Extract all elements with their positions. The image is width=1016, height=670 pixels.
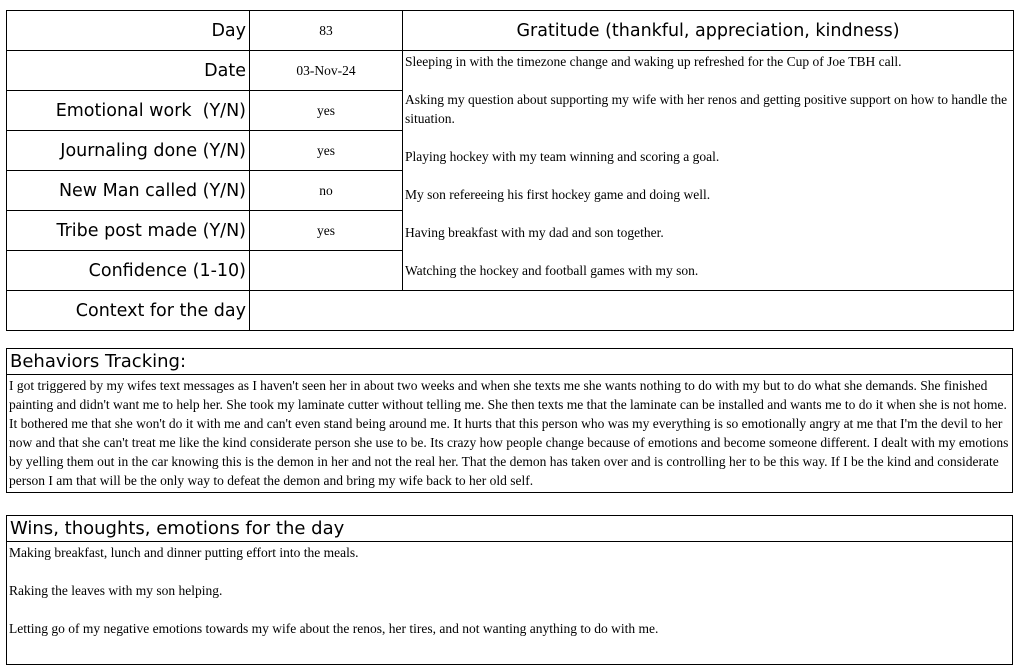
emotional-work-label: Emotional work (Y/N) [7, 91, 250, 131]
wins-item: Raking the leaves with my son helping. [9, 583, 223, 598]
wins-section [6, 515, 1013, 665]
gratitude-heading: Gratitude (thankful, appreciation, kindness) [403, 11, 1014, 51]
confidence-label: Confidence (1-10) [7, 251, 250, 291]
journaling-value[interactable]: yes [250, 131, 403, 171]
daily-tracker-table [6, 10, 1014, 331]
gratitude-list[interactable] [403, 51, 1014, 291]
emotional-work-value[interactable]: yes [250, 91, 403, 131]
day-label: Day [7, 11, 250, 51]
confidence-value[interactable] [250, 251, 403, 291]
day-value[interactable]: 83 [250, 11, 403, 51]
behaviors-text[interactable]: I got triggered by my wifes text messages as I haven't seen her in about two weeks and when she texts me she wants nothing to do with my but to do what she demands. She finished painting and didn't want me to help her. She took my laminate cutter without telling me. She then texts me that the laminate can be installed and wants me to do it when she is not home. It bothered me that she won't do it with me and can't even stand being around me. It hurts that this person who was my everything is so emotionally angry at me that I'm the devil to her now and that she can't treat me like the kind considerate person she use to be. Its crazy how people change because of emotions and become someone different. I dealt with my emotions by yelling them out in the car knowing this is the demon in her and not the real her. That the demon has taken over and is controlling her to be this way. If I be the kind and considerate person I am that will be the only way to defeat the demon and bring my wife back to her old self. [9, 378, 1009, 488]
gratitude-item: My son refereeing his first hockey game and doing well. [405, 187, 711, 202]
new-man-called-label: New Man called (Y/N) [7, 171, 250, 211]
new-man-called-value[interactable]: no [250, 171, 403, 211]
context-label: Context for the day [7, 291, 250, 331]
wins-heading: Wins, thoughts, emotions for the day [7, 516, 1012, 542]
gratitude-item: Sleeping in with the timezone change and waking up refreshed for the Cup of Joe TBH call. [405, 54, 902, 69]
date-label: Date [7, 51, 250, 91]
wins-list[interactable] [7, 542, 1012, 640]
date-value[interactable]: 03-Nov-24 [250, 51, 403, 91]
journaling-label: Journaling done (Y/N) [7, 131, 250, 171]
gratitude-item: Having breakfast with my dad and son together. [405, 225, 664, 240]
gratitude-item: Asking my question about supporting my wife with her renos and getting positive support on how to handle the situation. [405, 92, 1008, 126]
gratitude-item: Watching the hockey and football games with my son. [405, 263, 699, 278]
wins-item: Letting go of my negative emotions towards my wife about the renos, her tires, and not wanting anything to do with me. [9, 621, 659, 636]
behaviors-section [6, 348, 1013, 493]
context-value[interactable] [250, 291, 1014, 331]
tribe-post-label: Tribe post made (Y/N) [7, 211, 250, 251]
wins-item: Making breakfast, lunch and dinner putting effort into the meals. [9, 545, 359, 560]
gratitude-item: Playing hockey with my team winning and scoring a goal. [405, 149, 720, 164]
behaviors-heading: Behaviors Tracking: [7, 349, 1012, 375]
tribe-post-value[interactable]: yes [250, 211, 403, 251]
